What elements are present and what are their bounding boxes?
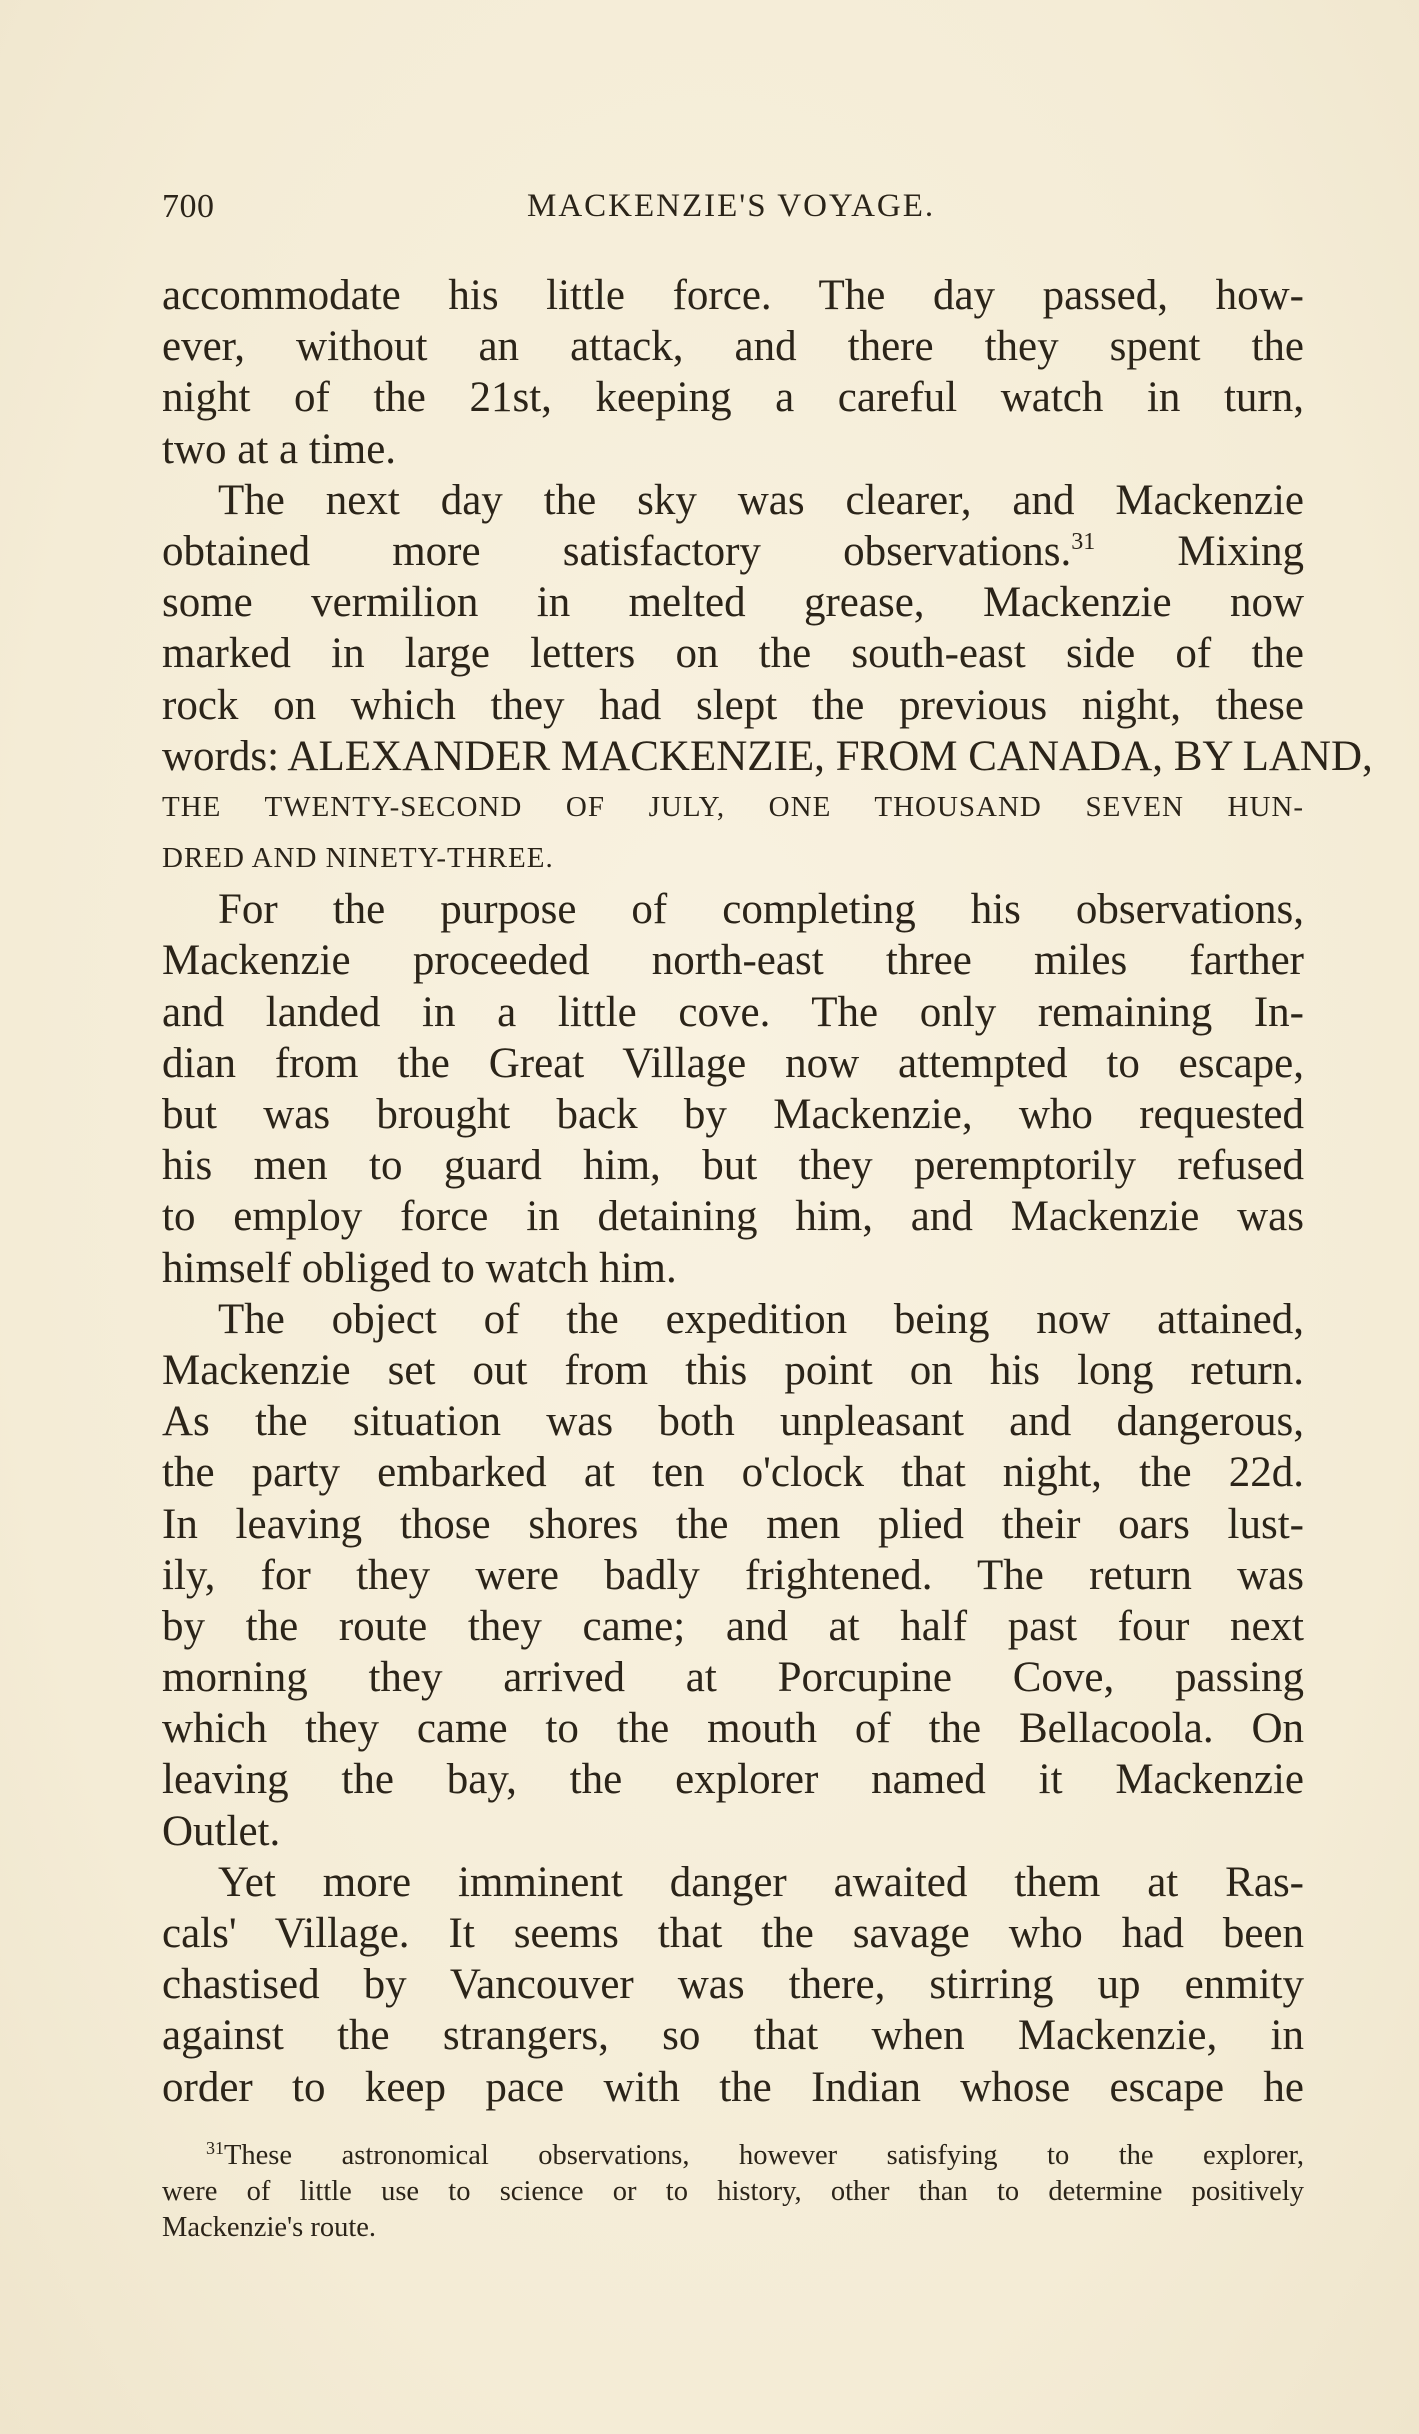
text-line: THE TWENTY-SECOND OF JULY, ONE THOUSAND SEVEN HUN- bbox=[162, 790, 1304, 823]
text-segment: Mixing bbox=[1177, 527, 1304, 575]
text-line: The next day the sky was clearer, and Mackenzie bbox=[218, 476, 1304, 524]
paragraph bbox=[162, 884, 1304, 1294]
text-line: Yet more imminent danger awaited them at Ras- bbox=[218, 1858, 1304, 1906]
footnote-line: were of little use to science or to history, other than to determine positively bbox=[162, 2176, 1304, 2207]
footnote bbox=[162, 2138, 1304, 2246]
text-line: For the purpose of completing his observations, bbox=[218, 886, 1304, 934]
text-line: which they came to the mouth of the Bellacoola. On bbox=[162, 1705, 1304, 1753]
text-line: Mackenzie proceeded north-east three miles farther bbox=[162, 937, 1304, 985]
text-line: against the strangers, so that when Mackenzie, in bbox=[162, 2012, 1304, 2060]
text-line: and landed in a little cove. The only remaining In- bbox=[162, 988, 1304, 1036]
text-line: rock on which they had slept the previous night, these bbox=[162, 681, 1304, 729]
paragraph bbox=[162, 1294, 1304, 1857]
text-line: dian from the Great Village now attempted to escape, bbox=[162, 1039, 1304, 1087]
text-line: ever, without an attack, and there they spent the bbox=[162, 323, 1304, 371]
text-line: morning they arrived at Porcupine Cove, passing bbox=[162, 1654, 1304, 1702]
text-segment: obtained more satisfactory observations. bbox=[162, 527, 1072, 575]
text-line: order to keep pace with the Indian whose escape he bbox=[162, 2063, 1304, 2111]
text-line: to employ force in detaining him, and Mackenzie was bbox=[162, 1193, 1304, 1241]
page-number: 700 bbox=[162, 188, 215, 225]
text-line: The object of the expedition being now attained, bbox=[218, 1295, 1304, 1343]
text-line: words: ALEXANDER MACKENZIE, FROM CANADA, BY LAND, bbox=[162, 732, 1373, 780]
text-line: but was brought back by Mackenzie, who requested bbox=[162, 1091, 1304, 1138]
paragraph bbox=[162, 475, 1373, 885]
text-line: some vermilion in melted grease, Mackenzie now bbox=[162, 579, 1304, 627]
text-line: by the route they came; and at half past four next bbox=[162, 1602, 1304, 1650]
footnote-line: Mackenzie's route. bbox=[162, 2212, 377, 2243]
text-line: leaving the bay, the explorer named it Mackenzie bbox=[162, 1756, 1304, 1804]
text-line: ily, for they were badly frightened. The return was bbox=[162, 1551, 1304, 1599]
text-line: himself obliged to watch him. bbox=[162, 1244, 677, 1292]
footnote-reference: 31 bbox=[1071, 528, 1096, 555]
text-line: chastised by Vancouver was there, stirring up enmity bbox=[162, 1961, 1304, 2009]
paragraph bbox=[162, 1857, 1304, 2113]
paragraph bbox=[162, 270, 1304, 475]
text-line: Mackenzie set out from this point on his long return. bbox=[162, 1346, 1304, 1394]
text-line: the party embarked at ten o'clock that night, the 22d. bbox=[162, 1449, 1304, 1497]
text-line: DRED AND NINETY-THREE. bbox=[162, 842, 554, 875]
page-header bbox=[162, 188, 1304, 238]
text-line: Outlet. bbox=[162, 1807, 281, 1855]
text-line: cals' Village. It seems that the savage who had been bbox=[162, 1910, 1304, 1957]
text-line: In leaving those shores the men plied their oars lust- bbox=[162, 1500, 1304, 1548]
running-title: MACKENZIE'S VOYAGE. bbox=[527, 188, 936, 224]
footnote-text: These astronomical observations, however satisfying to the explorer, bbox=[224, 2140, 1304, 2171]
footnote-line bbox=[162, 2138, 1304, 2174]
body-text bbox=[162, 270, 1373, 2113]
footnote-number: 31 bbox=[206, 2138, 224, 2158]
text-line: night of the 21st, keeping a careful watch in turn, bbox=[162, 374, 1304, 422]
text-line: As the situation was both unpleasant and dangerous, bbox=[162, 1398, 1304, 1446]
text-line: his men to guard him, but they peremptorily refused bbox=[162, 1142, 1304, 1190]
text-line: marked in large letters on the south-east side of the bbox=[162, 630, 1304, 678]
text-line: two at a time. bbox=[162, 425, 397, 473]
text-line-with-footnote bbox=[162, 526, 1304, 577]
text-line: accommodate his little force. The day passed, how- bbox=[162, 272, 1304, 319]
